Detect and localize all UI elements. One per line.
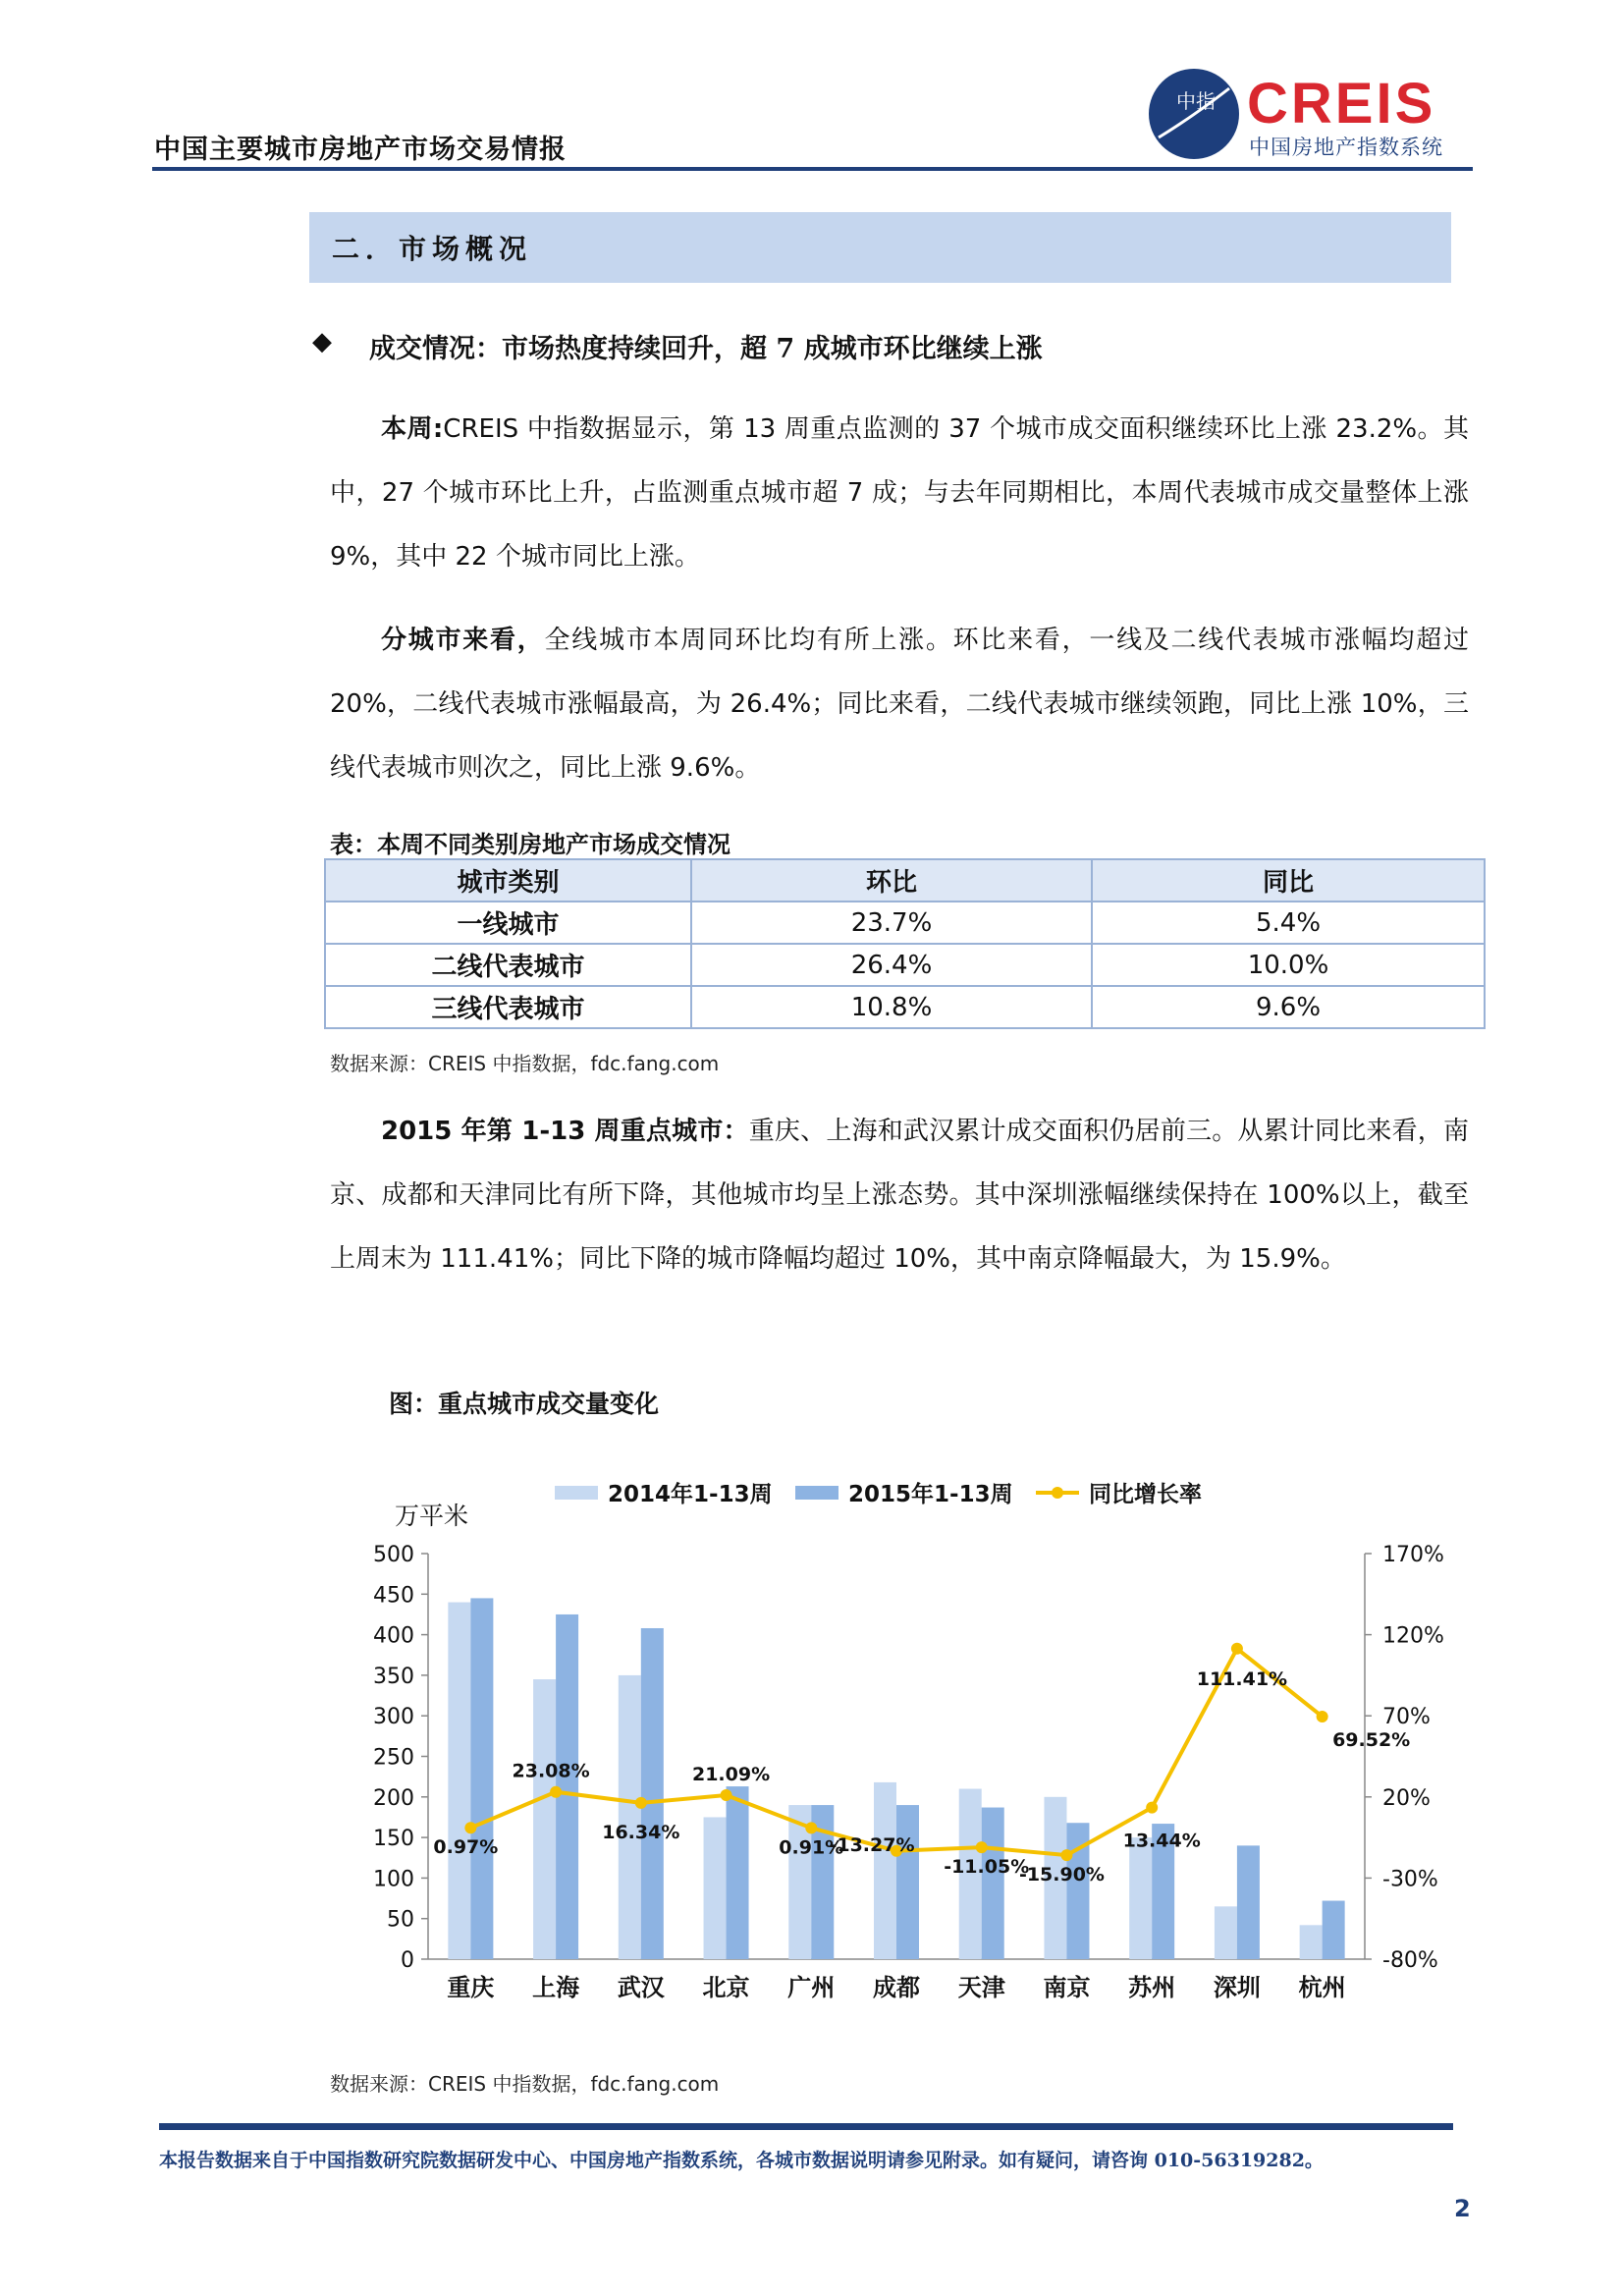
bar — [727, 1786, 749, 1959]
bar — [1237, 1845, 1260, 1959]
bar — [896, 1805, 919, 1959]
logo-subtitle: 中国房地产指数系统 — [1249, 136, 1443, 159]
x-tick-label: 深圳 — [1213, 1973, 1261, 2001]
y-tick-label: 300 — [373, 1705, 414, 1730]
city-category-table — [324, 858, 1486, 1029]
x-tick-label: 南京 — [1043, 1973, 1091, 2001]
data-label: 23.08% — [512, 1760, 590, 1782]
paragraph-week-body: CREIS 中指数据显示，第 13 周重点监测的 37 个城市成交面积继续环比上涨 23.2%。其中，27 个城市环比上升，占监测重点城市超 7 成；与去年同期相比，本周代表城市成交量整体上涨 9%，其中 22 个城市同比上涨。 — [330, 414, 1470, 572]
growth-point — [1060, 1849, 1072, 1861]
data-label: 0.97% — [433, 1836, 499, 1859]
growth-point — [1231, 1643, 1243, 1655]
data-label: 21.09% — [691, 1763, 771, 1785]
y-tick-label: 450 — [373, 1583, 414, 1609]
table-header-row — [325, 859, 1485, 902]
report-title: 中国主要城市房地产市场交易情报 — [154, 135, 567, 165]
growth-point — [721, 1789, 732, 1801]
creis-logo: CREIS — [1247, 72, 1436, 136]
bar — [448, 1603, 470, 1959]
data-label: -15.90% — [1018, 1864, 1105, 1886]
header-divider — [152, 167, 1473, 171]
growth-point — [976, 1841, 988, 1853]
column-header: 城市类别 — [325, 859, 691, 902]
creis-seal-icon — [1149, 69, 1239, 159]
bar — [982, 1808, 1004, 1959]
y2-tick-label: 20% — [1382, 1785, 1431, 1811]
growth-point — [1146, 1802, 1158, 1814]
bullet-heading: 成交情况：市场热度持续回升，超 7 成城市环比继续上涨 — [369, 334, 1043, 364]
footer-note: 本报告数据来自于中国指数研究院数据研发中心、中国房地产指数系统，各城市数据说明请参见附录。如有疑问，请咨询 010-56319282。 — [159, 2150, 1324, 2171]
table-cell: 5.4% — [1092, 902, 1485, 944]
paragraph-2015-body: 重庆、上海和武汉累计成交面积仍居前三。从累计同比来看，南京、成都和天津同比有所下降，其他城市均呈上涨态势。其中深圳涨幅继续保持在 100%以上，截至上周末为 111.41%；同比下降的城市降幅均超过 10%，其中南京降幅最大，为 15.9%。 — [330, 1117, 1469, 1274]
table-cell: 26.4% — [691, 944, 1092, 986]
table-row — [325, 986, 1485, 1028]
y-tick-label: 50 — [387, 1907, 414, 1933]
legend-swatch — [555, 1486, 598, 1500]
legend-label: 2014年1-13周 — [608, 1482, 773, 1507]
paragraph-week — [330, 398, 1469, 589]
paragraph-city-lead: 分城市来看， — [381, 626, 545, 655]
y-axis-label: 万平米 — [395, 1502, 469, 1530]
bar — [704, 1817, 727, 1959]
table-caption: 表：本周不同类别房地产市场成交情况 — [330, 830, 730, 858]
growth-point — [550, 1786, 562, 1798]
growth-point — [464, 1822, 476, 1833]
x-tick-label: 武汉 — [617, 1973, 665, 2001]
y2-tick-label: -80% — [1382, 1948, 1438, 1973]
legend-swatch — [795, 1486, 839, 1500]
paragraph-2015-lead: 2015 年第 1-13 周重点城市： — [381, 1117, 749, 1146]
table-cell: 10.0% — [1092, 944, 1485, 986]
paragraph-2015 — [330, 1100, 1469, 1291]
data-label: 0.91% — [779, 1836, 844, 1859]
table-cell: 二线代表城市 — [325, 944, 691, 986]
x-tick-label: 上海 — [532, 1973, 580, 2001]
bar — [1323, 1901, 1345, 1959]
x-tick-label: 重庆 — [447, 1973, 495, 2001]
bar — [1129, 1837, 1152, 1959]
bar — [874, 1782, 896, 1959]
x-tick-label: 天津 — [957, 1973, 1005, 2001]
y-tick-label: 500 — [373, 1543, 414, 1567]
table-cell: 10.8% — [691, 986, 1092, 1028]
column-header: 环比 — [691, 859, 1092, 902]
paragraph-city-body: 全线城市本周同环比均有所上涨。环比来看，一线及二线代表城市涨幅均超过 20%，二线代表城市涨幅最高，为 26.4%；同比来看，二线代表城市继续领跑，同比上涨 10%，三线代表城市则次之，同比上涨 9.6%。 — [330, 626, 1469, 783]
table-cell: 9.6% — [1092, 986, 1485, 1028]
data-label: 69.52% — [1332, 1728, 1411, 1751]
legend-label: 同比增长率 — [1089, 1482, 1202, 1507]
bar — [641, 1628, 664, 1959]
y2-tick-label: 120% — [1382, 1623, 1444, 1649]
bar — [533, 1679, 556, 1959]
paragraph-city — [330, 609, 1469, 800]
table-cell: 三线代表城市 — [325, 986, 691, 1028]
diamond-bullet-icon: ◆ — [312, 327, 332, 356]
bar — [556, 1614, 578, 1959]
x-tick-label: 成都 — [873, 1973, 920, 2001]
growth-point — [805, 1822, 817, 1833]
x-tick-label: 苏州 — [1128, 1973, 1176, 2001]
growth-point — [635, 1797, 647, 1809]
bar — [1215, 1906, 1237, 1959]
y-tick-label: 150 — [373, 1827, 414, 1852]
city-volume-chart — [344, 1463, 1483, 2023]
table-cell: 一线城市 — [325, 902, 691, 944]
x-tick-label: 杭州 — [1298, 1973, 1346, 2001]
section-title: 二．市场概况 — [332, 233, 533, 265]
y2-tick-label: 170% — [1382, 1543, 1444, 1567]
legend-swatch-point — [1052, 1487, 1063, 1499]
chart-source: 数据来源：CREIS 中指数据，fdc.fang.com — [330, 2072, 720, 2096]
paragraph-week-lead: 本周: — [381, 414, 444, 444]
figure-caption: 图：重点城市成交量变化 — [389, 1390, 660, 1418]
page-number: 2 — [1454, 2195, 1471, 2222]
bar — [619, 1675, 641, 1959]
y-tick-label: 250 — [373, 1745, 414, 1771]
data-label: 16.34% — [602, 1821, 680, 1843]
y-tick-label: 400 — [373, 1623, 414, 1649]
y-tick-label: 100 — [373, 1867, 414, 1892]
seal-char: 中指 — [1176, 89, 1216, 113]
x-tick-label: 北京 — [702, 1973, 750, 2001]
legend-label: 2015年1-13周 — [848, 1482, 1013, 1507]
table-row — [325, 944, 1485, 986]
growth-point — [1317, 1711, 1328, 1722]
y-tick-label: 0 — [401, 1948, 414, 1973]
data-label: 13.44% — [1122, 1830, 1201, 1852]
table-source: 数据来源：CREIS 中指数据，fdc.fang.com — [330, 1052, 720, 1075]
table-cell: 23.7% — [691, 902, 1092, 944]
y2-tick-label: -30% — [1382, 1867, 1438, 1892]
footer-divider — [159, 2123, 1453, 2130]
bar — [470, 1598, 493, 1959]
y2-tick-label: 70% — [1382, 1705, 1431, 1730]
y-tick-label: 350 — [373, 1664, 414, 1689]
y-tick-label: 200 — [373, 1785, 414, 1811]
data-label: -11.05% — [944, 1856, 1030, 1879]
x-tick-label: 广州 — [787, 1973, 836, 2001]
data-label: -13.27% — [829, 1833, 915, 1856]
table-row — [325, 902, 1485, 944]
data-label: 111.41% — [1196, 1667, 1288, 1690]
column-header: 同比 — [1092, 859, 1485, 902]
bar — [1300, 1925, 1323, 1959]
